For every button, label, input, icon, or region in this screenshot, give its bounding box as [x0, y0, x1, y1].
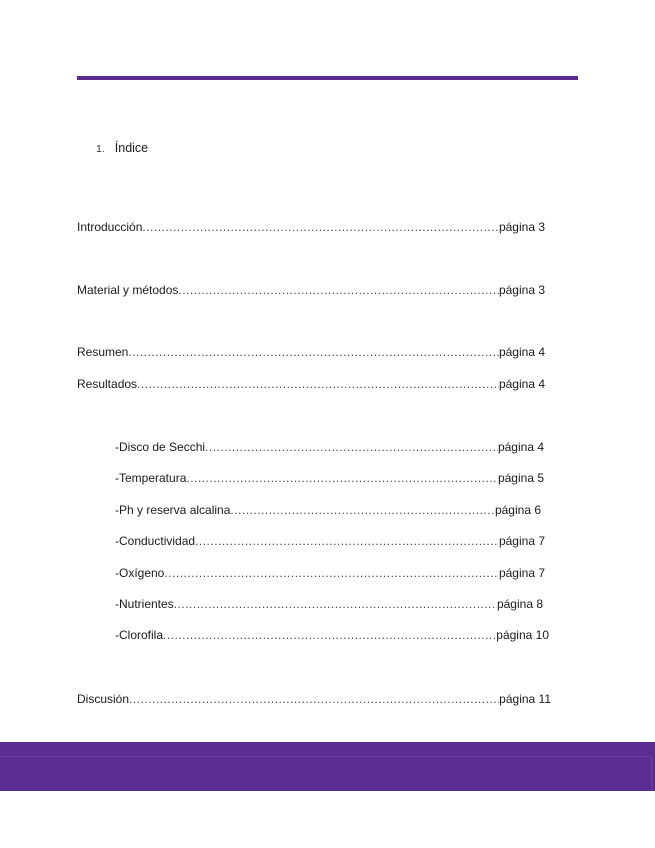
toc-entry-label: Introducción: [77, 220, 143, 234]
header-rule: [77, 76, 578, 80]
toc-entry-resumen[interactable]: [77, 344, 545, 360]
toc-entry-label: Discusión: [77, 692, 130, 706]
toc-entry-label: Material y métodos: [77, 283, 179, 297]
toc-entry-page: página 6: [494, 503, 541, 517]
heading-title: Índice: [114, 141, 149, 155]
toc-entry-resultados[interactable]: [77, 376, 545, 392]
toc-leader-dots: [164, 565, 499, 581]
toc-entry-page: página 7: [498, 534, 545, 548]
toc-leader-dots: [205, 439, 498, 455]
toc-entry-page: página 7: [498, 566, 545, 580]
toc-entry-discusion[interactable]: [77, 691, 551, 707]
toc-entry-page: página 4: [498, 377, 545, 391]
toc-entry-page: página 5: [497, 471, 544, 485]
toc-entry-temperatura[interactable]: [115, 470, 544, 486]
toc-leader-dots: [163, 627, 496, 643]
heading-number: 1.: [96, 143, 105, 155]
toc-leader-dots: [142, 219, 499, 235]
toc-entry-introduccion[interactable]: [77, 219, 545, 235]
toc-entry-page: página 3: [498, 220, 545, 234]
toc-entry-oxigeno[interactable]: [115, 565, 545, 581]
toc-leader-dots: [186, 470, 498, 486]
toc-entry-material-y-metodos[interactable]: [77, 282, 545, 298]
toc-leader-dots: [128, 344, 499, 360]
toc-leader-dots: [137, 376, 499, 392]
toc-entry-page: página 11: [499, 692, 551, 706]
toc-leader-dots: [129, 691, 499, 707]
toc-entry-label: -Disco de Secchi: [115, 440, 206, 454]
toc-leader-dots: [178, 282, 499, 298]
toc-entry-label: -Clorofila: [115, 628, 164, 642]
toc-entry-nutrientes[interactable]: [115, 596, 543, 612]
toc-entry-label: -Nutrientes: [115, 597, 174, 611]
footer-inner-line: [0, 756, 651, 757]
toc-entry-label: -Conductividad: [115, 534, 196, 548]
toc-entry-ph-reserva-alcalina[interactable]: [115, 502, 541, 518]
toc-entry-label: -Temperatura: [115, 471, 187, 485]
toc-leader-dots: [174, 596, 497, 612]
toc-entry-clorofila[interactable]: [115, 627, 549, 643]
toc-entry-page: página 4: [498, 345, 545, 359]
toc-entry-conductividad[interactable]: [115, 533, 545, 549]
footer-edge-line: [651, 756, 652, 791]
toc-entry-page: página 8: [496, 597, 543, 611]
toc-entry-disco-de-secchi[interactable]: [115, 439, 544, 455]
toc-entry-page: página 10: [496, 628, 549, 642]
toc-entry-label: -Ph y reserva alcalina: [115, 503, 231, 517]
footer-band: [0, 742, 655, 791]
toc-entry-page: página 3: [498, 283, 545, 297]
toc-leader-dots: [230, 502, 495, 518]
toc-entry-label: -Oxígeno: [115, 566, 165, 580]
index-heading: [96, 141, 148, 155]
toc-leader-dots: [195, 533, 499, 549]
toc-entry-label: Resumen: [77, 345, 129, 359]
toc-entry-label: Resultados: [77, 377, 138, 391]
toc-entry-page: página 4: [497, 440, 544, 454]
